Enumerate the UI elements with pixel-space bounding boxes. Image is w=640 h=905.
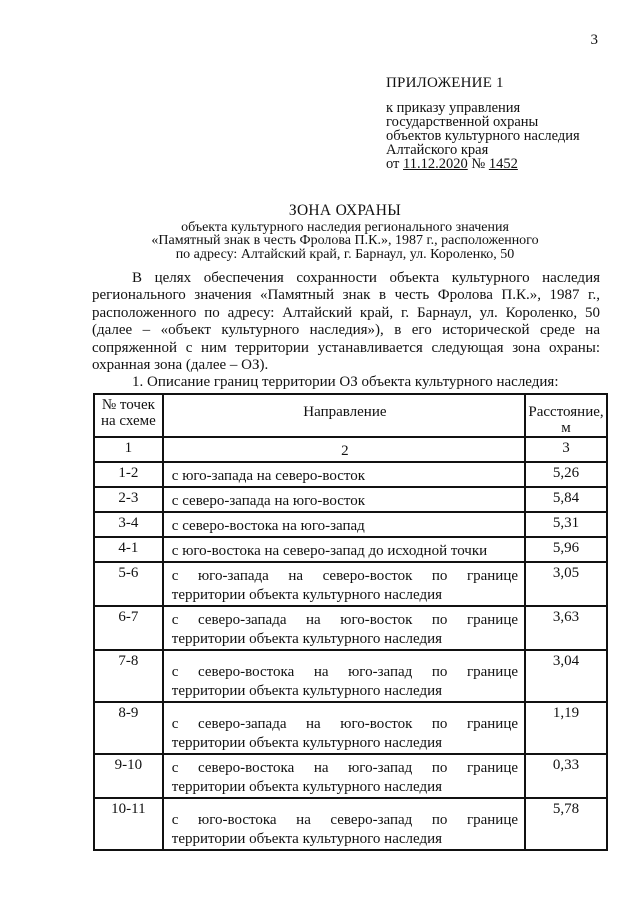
- intro-paragraph: В целях обеспечения сохранности объекта культурного наследия регионального значения «Памятный знак в честь Фролова П.К.», 1987 г., расположенного по адресу: Алтайский край, г. Барнаул, ул. Короленко, 50 (далее – «объект культурного наследия»), в его исторической среде на сопряженной с ним территории устанавливается следующая зона охраны: охранная зона (далее – ОЗ).: [92, 270, 600, 374]
- order-date-line: [386, 157, 580, 171]
- row-distance: 3,05: [525, 562, 607, 606]
- section-title: 1. Описание границ территории ОЗ объекта культурного наследия:: [132, 374, 559, 391]
- appendix-line: Алтайского края: [386, 142, 489, 158]
- order-number: 1452: [488, 156, 518, 172]
- row-direction: [163, 650, 525, 702]
- direction-line: территории объекта культурного наследия: [171, 779, 443, 795]
- column-number: 3: [525, 437, 607, 462]
- direction-line: с северо-востока на юго-запад по границе: [171, 760, 519, 776]
- direction-line: с северо-запада на юго-восток по границе: [171, 612, 519, 628]
- document-title: ЗОНА ОХРАНЫ: [288, 202, 402, 219]
- row-direction: [163, 462, 525, 487]
- table-row: [94, 562, 607, 606]
- row-points: 2-3: [94, 487, 163, 512]
- page-number: 3: [590, 32, 598, 48]
- header-points: № точек на схеме: [94, 394, 163, 437]
- direction-line: территории объекта культурного наследия: [171, 735, 443, 751]
- date-prefix: от: [386, 156, 404, 172]
- table-row: [94, 537, 607, 562]
- row-direction: [163, 487, 525, 512]
- direction-line: с юго-востока на северо-запад по границе: [171, 812, 519, 828]
- row-direction: [163, 562, 525, 606]
- header-direction: Направление: [163, 394, 525, 437]
- row-points: 8-9: [94, 702, 163, 754]
- document-heading: [90, 204, 600, 261]
- body-text: [92, 270, 600, 392]
- row-distance: 5,84: [525, 487, 607, 512]
- row-points: 6-7: [94, 606, 163, 650]
- direction-line: с юго-запада на северо-восток по границе: [171, 568, 519, 584]
- direction-line: с северо-востока на юго-запад по границе: [171, 664, 519, 680]
- appendix-line: государственной охраны: [386, 114, 539, 130]
- direction-line: [172, 707, 518, 715]
- number-prefix: №: [467, 156, 489, 172]
- row-points: 3-4: [94, 512, 163, 537]
- appendix-title: ПРИЛОЖЕНИЕ 1: [386, 75, 504, 91]
- row-points: 10-11: [94, 798, 163, 850]
- row-distance: 3,63: [525, 606, 607, 650]
- column-number-row: [94, 437, 607, 462]
- row-points: 1-2: [94, 462, 163, 487]
- direction-line: с юго-запада на северо-восток: [171, 468, 366, 484]
- row-points: 4-1: [94, 537, 163, 562]
- direction-line: с северо-востока на юго-запад: [171, 518, 365, 534]
- direction-line: территории объекта культурного наследия: [171, 683, 443, 699]
- appendix-line: к приказу управления: [386, 100, 521, 116]
- direction-line: с северо-запада на юго-восток: [171, 493, 366, 509]
- table-row: [94, 462, 607, 487]
- appendix-block: [386, 76, 580, 171]
- direction-line: территории объекта культурного наследия: [171, 631, 443, 647]
- heading-line: по адресу: Алтайский край, г. Барнаул, ул. Короленко, 50: [175, 246, 515, 262]
- boundary-table: [93, 393, 608, 851]
- row-points: 5-6: [94, 562, 163, 606]
- table-header-row: [94, 394, 607, 437]
- row-direction: [163, 702, 525, 754]
- direction-line: территории объекта культурного наследия: [171, 831, 443, 847]
- row-direction: [163, 798, 525, 850]
- table-row: [94, 754, 607, 798]
- table-row: [94, 702, 607, 754]
- row-direction: [163, 754, 525, 798]
- row-distance: 5,78: [525, 798, 607, 850]
- row-distance: 1,19: [525, 702, 607, 754]
- row-direction: [163, 606, 525, 650]
- row-points: 7-8: [94, 650, 163, 702]
- table-row: [94, 512, 607, 537]
- order-date: 11.12.2020: [403, 156, 468, 172]
- row-points: 9-10: [94, 754, 163, 798]
- table-row: [94, 798, 607, 850]
- row-distance: 5,26: [525, 462, 607, 487]
- direction-line: территории объекта культурного наследия: [171, 587, 443, 603]
- row-direction: [163, 512, 525, 537]
- table-row: [94, 606, 607, 650]
- row-direction: [163, 537, 525, 562]
- direction-line: [172, 803, 518, 811]
- header-distance: Расстояние, м: [525, 394, 607, 437]
- heading-line: объекта культурного наследия регионального значения: [181, 219, 509, 235]
- row-distance: 0,33: [525, 754, 607, 798]
- direction-line: [172, 655, 518, 663]
- row-distance: 5,96: [525, 537, 607, 562]
- row-distance: 5,31: [525, 512, 607, 537]
- column-number: 2: [163, 437, 525, 462]
- heading-line: «Памятный знак в честь Фролова П.К.», 1987 г., расположенного: [151, 233, 539, 248]
- appendix-line: объектов культурного наследия: [386, 128, 580, 144]
- table-row: [94, 650, 607, 702]
- direction-line: с северо-запада на юго-восток по границе: [171, 716, 519, 732]
- column-number: 1: [94, 437, 163, 462]
- table-row: [94, 487, 607, 512]
- row-distance: 3,04: [525, 650, 607, 702]
- direction-line: с юго-востока на северо-запад до исходной точки: [171, 543, 488, 559]
